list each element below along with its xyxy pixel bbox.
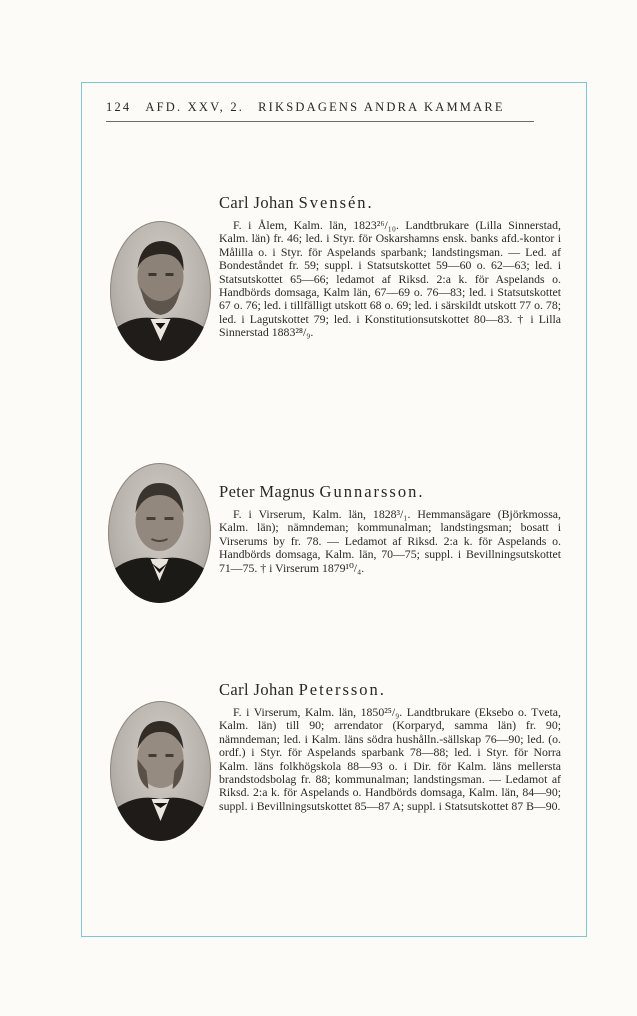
biography-entry [219,193,561,340]
portrait-svensen [110,221,211,361]
biography-text: F. i Ålem, Kalm. län, 1823²⁶/₁₀. Landtbrukare (Lilla Sinnerstad, Kalm. län) fr. 46; led. i Styr. för Oskarshamns ensk. banks afd.-kontor i Målilla o. i Styr. för Aspelands sparbank; landstingsman. — Led. af Bondeståndet fr. 59; suppl. i Statsutskottet 59—60 o. 62—63; led. i Statsutskottet 65—66; ledamot af Riksd. 2:a k. för Aspelands o. Handbörds domsaga, Kalm län, 67—69 o. 76—83; led. i Statsutskottet 67 o. 76; led. i tillfälligt utskott 68 o. 69; led. i särskildt utskott 77 o. 78; led. i Lagutskottet 79; led. i Konstitutionsutskottet 80—83. † i Lilla Sinnerstad 1883²⁸/₉. [219,218,561,340]
surname: Gunnarsson. [319,482,425,501]
portrait-photo [108,463,211,603]
biography-text: F. i Virserum, Kalm. län, 1850²⁵/₉. Landtbrukare (Eksebo o. Tveta, Kalm. län) till 90; arrendator (Korparyd, samma län) fr. 90; nämndeman; led. i Kalm. läns södra hushålln.-sällskap 76—90; led. (o. ordf.) i Styr. för Aspelands sparbank 78—88; led. i Styr. för Norra Kalm. läns folkhögskola 88—93 o. i Dir. för Kalm. läns mellersta brandstodsbolag fr. 88; kommunalman; landstingsman. — Ledamot af Riksd. 2:a k. för Aspelands o. Handbörds domsaga, Kalm. län, 84—90; suppl. i Bevillningsutskottet 85—87 A; suppl. i Statsutskottet 87 B—90. [219,705,561,813]
running-title: RIKSDAGENS ANDRA KAMMARE [258,100,505,114]
running-head [106,100,534,122]
section-label: AFD. XXV, 2. [145,100,245,114]
person-name [219,680,561,700]
person-name [219,193,561,213]
biography-entry [219,680,561,813]
first-names: Carl Johan [219,193,295,212]
portrait-gunnarsson [108,463,211,603]
biography-entry [219,482,561,575]
first-names: Peter Magnus [219,482,315,501]
portrait-photo [110,221,211,361]
surname: Petersson. [298,680,386,699]
page-number: 124 [106,100,132,114]
first-names: Carl Johan [219,680,295,699]
biography-text: F. i Virserum, Kalm. län, 1828³/₁. Hemmansägare (Björkmossa, Kalm. län); nämndeman; kommunalman; landstingsman; bosatt i Virserums by fr. 78. — Ledamot af Riksd. 2:a k. för Aspelands o. Handbörds domsaga, Kalm. län, 70—75; suppl. i Bevillningsutskottet 71—75. † i Virserum 1879¹⁰/₄. [219,507,561,575]
surname: Svensén. [298,193,374,212]
portrait-photo [110,701,211,841]
person-name [219,482,561,502]
portrait-petersson [110,701,211,841]
